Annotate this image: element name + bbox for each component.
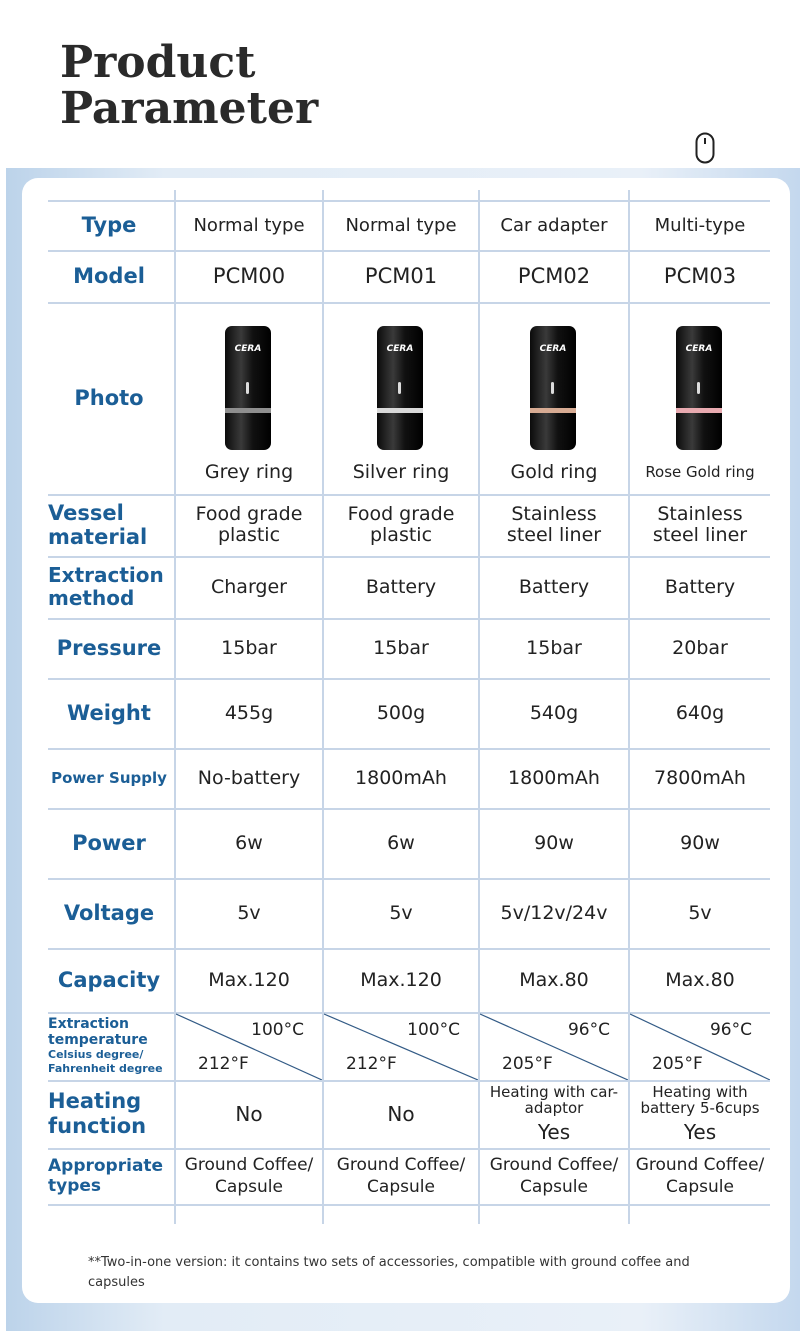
model-cell: PCM02 [517, 264, 591, 288]
table-frame [6, 168, 800, 1331]
extraction-temperature-cell [630, 1012, 770, 1080]
label-capacity: Capacity [57, 968, 161, 992]
pressure-cell: 15bar [526, 637, 582, 659]
weight-cell: 540g [529, 702, 579, 724]
voltage-cell: 5v [389, 902, 413, 924]
types-line: Capsule [666, 1177, 734, 1197]
heating-value: Yes [683, 1120, 717, 1144]
temp-fahrenheit: 205°F [652, 1054, 703, 1074]
power-cell: 90w [680, 832, 720, 854]
heating-note: Heating with battery 5-6cups [640, 1083, 760, 1117]
brand-logo: CERA [386, 344, 414, 354]
heating-value: No [235, 1102, 263, 1126]
appropriate-types-cell [630, 1148, 770, 1204]
extraction-cell: Battery [518, 576, 590, 598]
power-supply-cell: 1800mAh [355, 767, 447, 789]
extraction-cell: Battery [664, 576, 736, 598]
type-cell: Multi-type [654, 214, 746, 236]
type-cell: Normal type [345, 214, 457, 236]
model-cell: PCM01 [364, 264, 438, 288]
temp-label-line-4: Fahrenheit degree [48, 1062, 163, 1075]
extraction-temperature-cell [324, 1012, 478, 1080]
page-title [60, 37, 319, 134]
label-appropriate-types: Appropriate types [48, 1156, 164, 1196]
types-line: Ground Coffee/ [489, 1155, 619, 1175]
label-power-supply: Power Supply [51, 769, 167, 787]
power-cell: 6w [387, 832, 415, 854]
power-supply-cell: No-battery [197, 767, 301, 789]
model-cell: PCM00 [212, 264, 286, 288]
temp-label-line-1: Extraction [48, 1016, 130, 1032]
capacity-cell: Max.80 [519, 969, 589, 991]
type-cell: Normal type [193, 214, 305, 236]
temp-celsius: 100°C [407, 1020, 460, 1040]
label-extraction-method: Extraction method [48, 563, 164, 610]
voltage-cell: 5v [237, 902, 261, 924]
extraction-cell: Charger [211, 576, 287, 598]
temp-fahrenheit: 205°F [502, 1054, 553, 1074]
appropriate-types-cell [480, 1148, 628, 1204]
appropriate-types-cell [324, 1148, 478, 1204]
brand-logo: CERA [685, 344, 713, 354]
label-pressure: Pressure [56, 636, 162, 660]
types-line: Capsule [215, 1177, 283, 1197]
footnote: **Two-in-one version: it contains two sets of accessories, compatible with ground coffee and capsules [88, 1255, 690, 1290]
types-line: Capsule [367, 1177, 435, 1197]
temp-celsius: 96°C [567, 1020, 610, 1040]
voltage-cell: 5v/12v/24v [500, 902, 608, 924]
heating-function-cell [630, 1080, 770, 1148]
label-power: Power [72, 831, 146, 855]
voltage-cell: 5v [688, 902, 712, 924]
heating-value: No [387, 1102, 415, 1126]
vessel-cell: Stainless steel liner [652, 503, 748, 546]
heating-function-cell [480, 1080, 628, 1148]
ring-label: Silver ring [352, 461, 450, 483]
label-photo: Photo [74, 386, 144, 410]
capacity-cell: Max.120 [360, 969, 442, 991]
brand-logo: CERA [234, 344, 262, 354]
brand-logo: CERA [539, 344, 567, 354]
power-supply-cell: 7800mAh [654, 767, 746, 789]
title-line-2: Parameter [60, 83, 319, 134]
parameter-table [22, 178, 790, 1303]
extraction-cell: Battery [365, 576, 437, 598]
vessel-cell: Stainless steel liner [506, 503, 602, 546]
heating-function-cell [176, 1080, 322, 1148]
model-cell: PCM03 [663, 264, 737, 288]
grid-row-line [48, 1204, 770, 1206]
temp-celsius: 96°C [709, 1020, 752, 1040]
types-line: Capsule [520, 1177, 588, 1197]
extraction-temperature-cell [480, 1012, 628, 1080]
temp-celsius: 100°C [251, 1020, 304, 1040]
pressure-cell: 20bar [672, 637, 728, 659]
ring-label: Rose Gold ring [645, 463, 755, 481]
vessel-cell: Food grade plastic [347, 503, 455, 546]
temp-label-line-3: Celsius degree/ [48, 1048, 144, 1061]
pressure-cell: 15bar [221, 637, 277, 659]
power-supply-cell: 1800mAh [508, 767, 600, 789]
ring-label: Gold ring [510, 461, 598, 483]
label-heating-function: Heating function [48, 1089, 147, 1138]
label-extraction-temperature [44, 1012, 178, 1080]
label-model: Model [73, 264, 145, 288]
vessel-cell: Food grade plastic [195, 503, 303, 546]
power-cell: 90w [534, 832, 574, 854]
heating-note: Heating with car-adaptor [489, 1083, 619, 1117]
ring-label: Grey ring [204, 461, 294, 483]
types-line: Ground Coffee/ [635, 1155, 765, 1175]
heating-value: Yes [537, 1120, 571, 1144]
label-vessel-material: Vessel material [48, 501, 148, 549]
label-voltage: Voltage [63, 901, 155, 925]
weight-cell: 500g [376, 702, 426, 724]
type-cell: Car adapter [500, 214, 608, 236]
capacity-cell: Max.120 [208, 969, 290, 991]
temp-fahrenheit: 212°F [346, 1054, 397, 1074]
power-cell: 6w [235, 832, 263, 854]
types-line: Ground Coffee/ [336, 1155, 466, 1175]
capacity-cell: Max.80 [665, 969, 735, 991]
types-line: Ground Coffee/ [184, 1155, 314, 1175]
weight-cell: 640g [675, 702, 725, 724]
label-weight: Weight [67, 701, 151, 725]
heating-function-cell [324, 1080, 478, 1148]
temp-fahrenheit: 212°F [198, 1054, 249, 1074]
mouse-icon [695, 132, 715, 164]
label-type: Type [81, 213, 137, 237]
grid-row-line [48, 302, 770, 304]
appropriate-types-cell [176, 1148, 322, 1204]
temp-label-line-2: temperature [48, 1032, 148, 1048]
title-line-1: Product [60, 37, 256, 88]
pressure-cell: 15bar [373, 637, 429, 659]
weight-cell: 455g [224, 702, 274, 724]
extraction-temperature-cell [176, 1012, 322, 1080]
